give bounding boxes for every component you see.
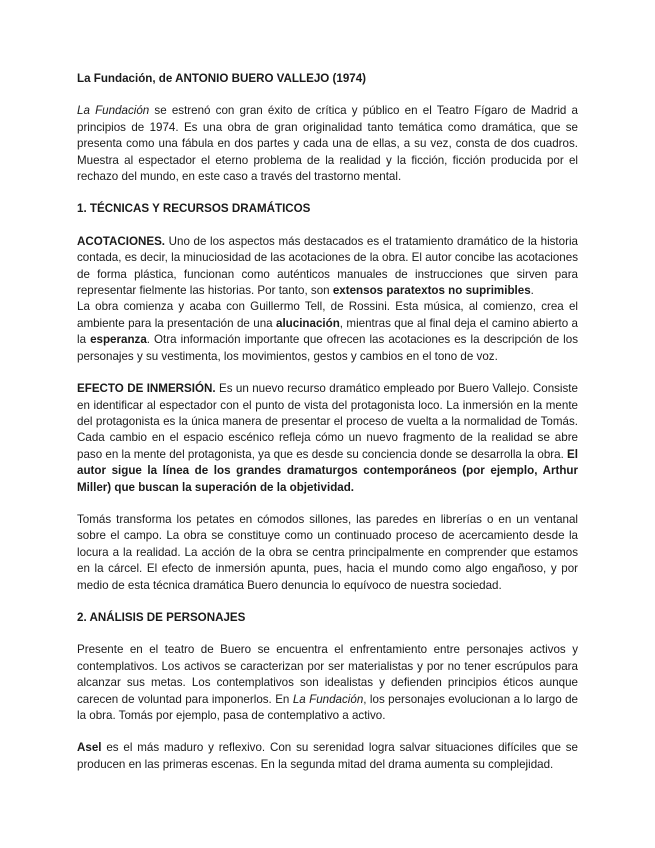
section1-paragraph-tomas: Tomás transforma los petates en cómodos sillones, las paredes en librerías o en un ventanal sobre el campo. La obra se constituye como un continuado proceso de acercamiento desde la locura a la realidad. La acción de la obra se centra principalmente en comprender que estamos en la cárcel. El efecto de inmersión apunta, pues, hacia el mundo como algo engañoso, y por medio de esta técnica dramática Buero denuncia lo equívoco de nuestra sociedad.: [77, 512, 578, 592]
intro-italic-title: La Fundación: [77, 104, 150, 118]
inmersion-lead: EFECTO DE INMERSIÓN.: [77, 382, 216, 396]
section2-heading: 2. ANÁLISIS DE PERSONAJES: [77, 610, 246, 624]
section1-paragraph-inmersion: EFECTO DE INMERSIÓN. Es un nuevo recurso dramático empleado por Buero Vallejo. Consiste en identificar al espectador con el punto de vista del protagonista loco. La inmersión en la mente del protagonista es la única manera de presentar el proceso de vuelta a la normalidad de Tomás. Cada cambio en el espacio escénico refleja cómo un nuevo fragmento de la realidad se abre paso en la mente del protagonista, ya que es desde su conciencia donde se desarrolla la obra. El autor sigue la línea de los grandes dramaturgos contemporáneos (por ejemplo, Arthur Miller) que buscan la superación de la objetividad.: [77, 382, 578, 494]
section2-paragraph-asel: Asel es el más maduro y reflexivo. Con su serenidad logra salvar situaciones difíciles que se producen en las primeras escenas. En la segunda mitad del drama aumenta su complejidad.: [77, 741, 578, 771]
intro-paragraph: [77, 103, 578, 185]
section1-paragraph-acotaciones: ACOTACIONES. Uno de los aspectos más destacados es el tratamiento dramático de la historia contada, es decir, la minuciosidad de las acotaciones de la obra. El autor concibe las acotaciones de forma plástica, funcionan como auténticos manuales de instrucciones que sirven para representar fielmente las historias. Por tanto, son extensos paratextos no suprimibles.: [77, 234, 578, 298]
document-content: [77, 71, 578, 773]
section2-paragraph-personajes: Presente en el teatro de Buero se encuentra el enfrentamiento entre personajes activos y contemplativos. Los activos se caracterizan por ser materialistas y por no tener escrúpulos para alcanzar sus metas. Los contemplativos son idealistas y defienden principios éticos aunque carecen de voluntad para imponerlos. En La Fundación, los personajes evolucionan a lo largo de la obra. Tomás por ejemplo, pasa de contemplativo a activo.: [77, 643, 578, 722]
asel-lead: Asel: [77, 741, 102, 755]
section1-heading: 1. TÉCNICAS Y RECURSOS DRAMÁTICOS: [77, 202, 311, 216]
intro-text: se estrenó con gran éxito de crítica y público en el Teatro Fígaro de Madrid a principios de 1974. Es una obra de gran originalidad tanto temática como dramática, que se presenta como una fábula en dos partes y cada una de ellas, a su vez, consta de dos cuadros. Muestra al espectador el eterno problema de la realidad y la ficción, ficción producida por el rechazo del mundo, en este caso a través del trastorno mental.: [77, 104, 578, 184]
document-title: La Fundación, de ANTONIO BUERO VALLEJO (1974): [77, 72, 367, 85]
acotaciones-lead: ACOTACIONES.: [77, 234, 166, 248]
section1-paragraph-music: La obra comienza y acaba con Guillermo Tell, de Rossini. Esta música, al comienzo, crea el ambiente para la presentación de una alucinación, mientras que al final deja el camino abierto a la esperanza. Otra información importante que ofrecen las acotaciones es la descripción de los personajes y su vestimenta, los movimientos, gestos y cambios en el tono de voz.: [77, 300, 578, 363]
